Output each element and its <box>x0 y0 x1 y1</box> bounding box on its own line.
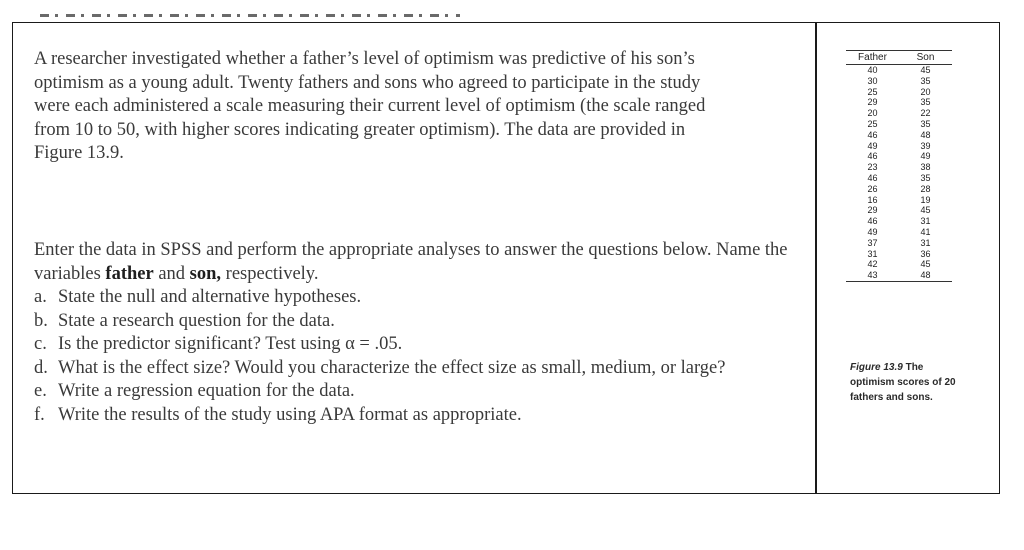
table-row <box>846 162 952 173</box>
cell-father: 29 <box>867 205 878 216</box>
header-son: Son <box>899 51 952 65</box>
cell-father: 40 <box>867 65 878 75</box>
table-row <box>846 97 952 108</box>
cell-father: 49 <box>867 226 878 237</box>
question-letter: d. <box>34 357 48 378</box>
intro-part-3: respectively. <box>221 263 319 284</box>
cell-son: 31 <box>920 237 931 248</box>
question-text: Write the results of the study using APA format as appropriate. <box>58 404 522 425</box>
question-letter: f. <box>34 404 45 425</box>
question-letter: a. <box>34 287 47 307</box>
question-letter: b. <box>34 310 48 331</box>
table-row <box>846 65 952 76</box>
cell-son: 20 <box>920 86 931 97</box>
cell-son: 22 <box>920 108 931 119</box>
question-a <box>34 286 794 310</box>
intro-part-2: and <box>153 263 190 284</box>
cell-son: 35 <box>920 75 931 86</box>
table-row <box>846 141 952 152</box>
cell-son: 19 <box>920 194 931 205</box>
table-row <box>846 130 952 141</box>
variable-father: father <box>105 263 154 284</box>
table-row <box>846 216 952 227</box>
figure-caption <box>850 360 960 405</box>
cell-son: 45 <box>920 65 931 75</box>
instructions-block <box>34 239 794 427</box>
cell-son: 31 <box>920 216 931 227</box>
figure-label: Figure 13.9 <box>850 362 903 373</box>
table-row <box>846 249 952 260</box>
cell-son: 35 <box>920 118 931 129</box>
table-row <box>846 205 952 216</box>
question-d <box>34 357 794 381</box>
question-c <box>34 333 794 357</box>
table-row <box>846 173 952 184</box>
table-row <box>846 108 952 119</box>
cell-son: 36 <box>920 248 931 259</box>
column-divider <box>815 22 817 494</box>
question-letter: e. <box>34 381 47 401</box>
question-text: Write a regression equation for the data. <box>58 381 355 401</box>
cell-father: 25 <box>867 86 878 97</box>
question-e <box>34 380 794 404</box>
cell-father: 20 <box>867 108 878 119</box>
cell-father: 49 <box>867 140 878 151</box>
cell-father: 46 <box>867 129 878 140</box>
question-text: State the null and alternative hypotheses. <box>58 287 362 307</box>
table-row <box>846 227 952 238</box>
table-row <box>846 238 952 249</box>
optimism-scores-table <box>846 50 952 282</box>
table-row <box>846 259 952 270</box>
cropped-text-edge <box>40 14 460 17</box>
instructions-intro <box>34 239 794 286</box>
cell-son: 38 <box>920 162 931 173</box>
table-row <box>846 184 952 195</box>
cell-son: 41 <box>920 226 931 237</box>
cell-father: 46 <box>867 151 878 162</box>
table-row <box>846 195 952 206</box>
cell-father: 30 <box>867 75 878 86</box>
cell-father: 25 <box>867 118 878 129</box>
question-b <box>34 310 794 334</box>
table-row <box>846 270 952 281</box>
caption-crop-fade <box>848 418 962 430</box>
question-list <box>34 286 794 427</box>
variable-son: son, <box>189 263 222 284</box>
cell-father: 31 <box>867 248 878 259</box>
cell-father: 46 <box>867 172 878 183</box>
cell-father: 29 <box>867 97 878 108</box>
header-father: Father <box>846 51 899 65</box>
table-row <box>846 119 952 130</box>
table-row <box>846 151 952 162</box>
cell-father: 16 <box>867 194 878 205</box>
question-letter: c. <box>34 334 47 354</box>
cell-son: 48 <box>899 270 952 281</box>
cell-father: 26 <box>867 183 878 194</box>
cell-son: 35 <box>920 172 931 183</box>
table-row <box>846 76 952 87</box>
cell-son: 28 <box>920 183 931 194</box>
table-row <box>846 87 952 98</box>
cell-son: 35 <box>920 97 931 108</box>
problem-paragraph: A researcher investigated whether a father’s level of optimism was predictive of his son’s optimism as a young adult. Twenty fathers and sons who agreed to participate in the study were each administered a scale measuring their current level of optimism (the scale ranged from 10 to 50, with higher scores indicating greater optimism). The data are provided in Figure 13.9. <box>34 49 706 163</box>
cell-father: 37 <box>867 237 878 248</box>
question-f <box>34 404 794 428</box>
cell-father: 42 <box>867 259 878 270</box>
figure-caption-text: The optimism scores of 20 fathers and sons. <box>850 362 956 403</box>
question-text: Is the predictor significant? Test using α = .05. <box>58 334 403 354</box>
table-body <box>846 65 952 282</box>
cell-son: 48 <box>920 129 931 140</box>
figure-table-wrap <box>846 50 952 282</box>
cell-father: 23 <box>867 162 878 173</box>
intro-part-1: Enter the data in SPSS and perform the appropriate analyses to answer the questions below. Name the variables <box>34 240 788 284</box>
cell-father: 43 <box>846 270 899 281</box>
cell-son: 45 <box>920 259 931 270</box>
table-header-row <box>846 51 952 65</box>
cell-son: 39 <box>920 140 931 151</box>
cell-son: 45 <box>920 205 931 216</box>
question-text: What is the effect size? Would you characterize the effect size as small, medium, or large? <box>58 357 726 378</box>
cell-son: 49 <box>920 151 931 162</box>
cell-father: 46 <box>867 216 878 227</box>
question-text: State a research question for the data. <box>58 310 335 331</box>
